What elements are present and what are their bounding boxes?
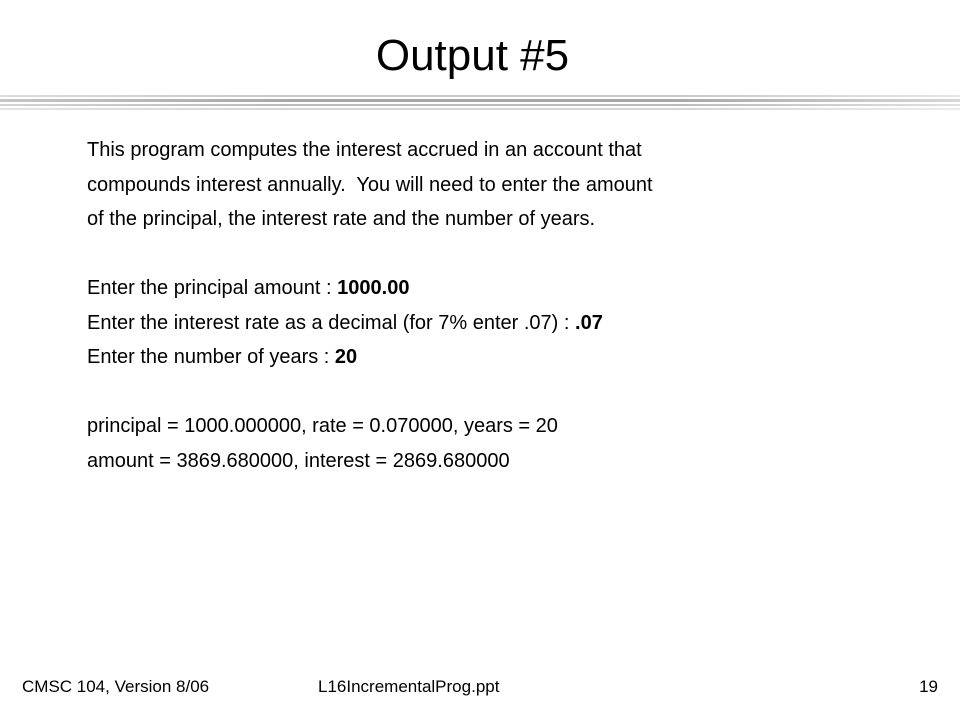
program-output: [87, 133, 907, 478]
prompt-label: Enter the number of years :: [87, 346, 335, 368]
description-line: compounds interest annually. You will need to enter the amount: [87, 173, 653, 196]
description-line: of the principal, the interest rate and the number of years.: [87, 208, 596, 230]
result-line: principal = 1000.000000, rate = 0.070000, years = 20: [87, 415, 558, 437]
description-line: This program computes the interest accrued in an account that: [87, 139, 642, 161]
prompt-principal: [87, 271, 907, 306]
prompt-label: Enter the interest rate as a decimal (for 7% enter .07) :: [87, 311, 576, 334]
footer-filename: L16IncrementalProg.ppt: [318, 677, 500, 696]
user-input-value: 1000.00: [337, 277, 410, 299]
slide-title: Output #5: [375, 31, 570, 80]
user-input-value: .07: [575, 311, 603, 334]
prompt-rate: [87, 306, 907, 341]
title-divider: [0, 95, 960, 111]
page-number: 19: [919, 677, 938, 696]
footer-course: CMSC 104, Version 8/06: [22, 677, 210, 696]
user-input-value: 20: [334, 346, 358, 368]
prompt-years: [87, 340, 907, 375]
result-line: amount = 3869.680000, interest = 2869.680000: [87, 449, 510, 472]
prompt-label: Enter the principal amount :: [87, 277, 338, 299]
